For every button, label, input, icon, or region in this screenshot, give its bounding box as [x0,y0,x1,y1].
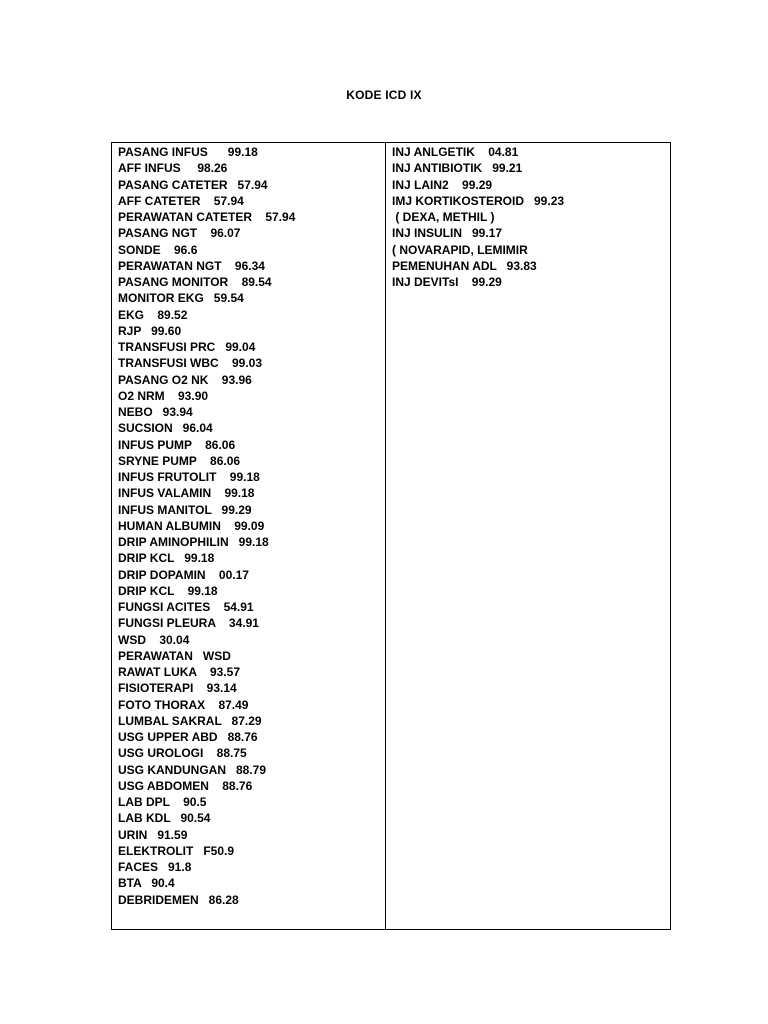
procedure-code-entry: INFUS MANITOL 99.29 [118,502,252,517]
icd-code-table [111,142,671,930]
procedure-code-entry: RAWAT LUKA 93.57 [118,665,241,679]
procedure-code-entry: USG ABDOMEN 88.76 [118,778,253,793]
procedure-code-entry: PASANG CATETER 57.94 [118,177,268,192]
right-column [386,143,670,929]
procedure-code-entry: FOTO THORAX 87.49 [118,697,249,712]
procedure-code-entry: PEMENUHAN ADL 93.83 [392,258,537,273]
procedure-code-entry: LAB KDL 90.54 [118,811,211,826]
procedure-code-entry: TRANSFUSI PRC 99.04 [118,340,256,354]
procedure-code-entry: PERAWATAN WSD [118,648,231,663]
procedure-code-entry: USG UPPER ABD 88.76 [118,730,258,744]
procedure-code-entry: INJ INSULIN 99.17 [392,226,503,241]
procedure-code-entry: USG KANDUNGAN 88.79 [118,762,267,777]
procedure-code-entry: WSD 30.04 [118,632,190,647]
procedure-code-entry: INFUS PUMP 86.06 [118,437,236,452]
procedure-code-entry: PERAWATAN CATETER 57.94 [118,210,296,224]
procedure-code-entry: INFUS FRUTOLIT 99.18 [118,470,260,484]
procedure-code-entry: FACES 91.8 [118,860,192,874]
procedure-code-entry: INJ ANTIBIOTIK 99.21 [392,161,523,176]
procedure-code-entry: PASANG MONITOR 89.54 [118,275,272,289]
procedure-code-entry: DRIP KCL 99.18 [118,583,218,598]
procedure-code-entry: INJ ANLGETIK 04.81 [392,145,519,159]
procedure-code-entry: USG UROLOGI 88.75 [118,746,247,761]
procedure-code-entry: SRYNE PUMP 86.06 [118,453,241,468]
procedure-code-entry: FUNGSI PLEURA 34.91 [118,616,259,631]
procedure-code-entry: INJ DEVITsI 99.29 [392,275,502,289]
procedure-code-entry: NEBO 93.94 [118,405,193,419]
procedure-code-entry: DRIP KCL 99.18 [118,551,215,566]
procedure-code-entry: PERAWATAN NGT 96.34 [118,258,265,273]
procedure-code-entry: SONDE 96.6 [118,242,198,257]
document-title: KODE ICD IX [346,88,422,102]
procedure-code-entry: HUMAN ALBUMIN 99.09 [118,518,265,533]
procedure-code-entry: IMJ KORTIKOSTEROID 99.23 [392,193,565,208]
procedure-code-entry: TRANSFUSI WBC 99.03 [118,356,263,371]
procedure-code-entry: DEBRIDEMEN 86.28 [118,892,239,907]
procedure-code-entry: LAB DPL 90.5 [118,795,207,809]
procedure-code-entry: AFF INFUS 98.26 [118,161,228,176]
procedure-code-entry: PASANG INFUS 99.18 [118,145,258,159]
procedure-code-entry: DRIP AMINOPHILIN 99.18 [118,535,269,549]
procedure-code-entry: PASANG NGT 96.07 [118,226,241,241]
procedure-code-entry: DRIP DOPAMIN 00.17 [118,567,249,582]
procedure-code-entry: URIN 91.59 [118,827,188,842]
procedure-code-entry: ( DEXA, METHIL ) [392,210,495,224]
procedure-code-entry: AFF CATETER 57.94 [118,193,244,208]
procedure-code-entry: FISIOTERAPI 93.14 [118,681,237,696]
left-column [112,143,386,929]
procedure-code-entry: BTA 90.4 [118,876,175,891]
procedure-code-entry: MONITOR EKG 59.54 [118,291,244,306]
procedure-code-entry: LUMBAL SAKRAL 87.29 [118,713,262,728]
procedure-code-entry: INFUS VALAMIN 99.18 [118,486,255,501]
procedure-code-entry: PASANG O2 NK 93.96 [118,372,252,387]
procedure-code-entry: O2 NRM 93.90 [118,388,209,403]
procedure-code-entry: ( NOVARAPID, LEMIMIR [392,242,528,257]
procedure-code-entry: ELEKTROLIT F50.9 [118,843,235,858]
procedure-code-entry: FUNGSI ACITES 54.91 [118,600,254,614]
procedure-code-entry: INJ LAIN2 99.29 [392,177,493,192]
procedure-code-entry: EKG 89.52 [118,307,188,322]
procedure-code-entry: SUCSION 96.04 [118,421,213,436]
procedure-code-entry: RJP 99.60 [118,323,182,338]
